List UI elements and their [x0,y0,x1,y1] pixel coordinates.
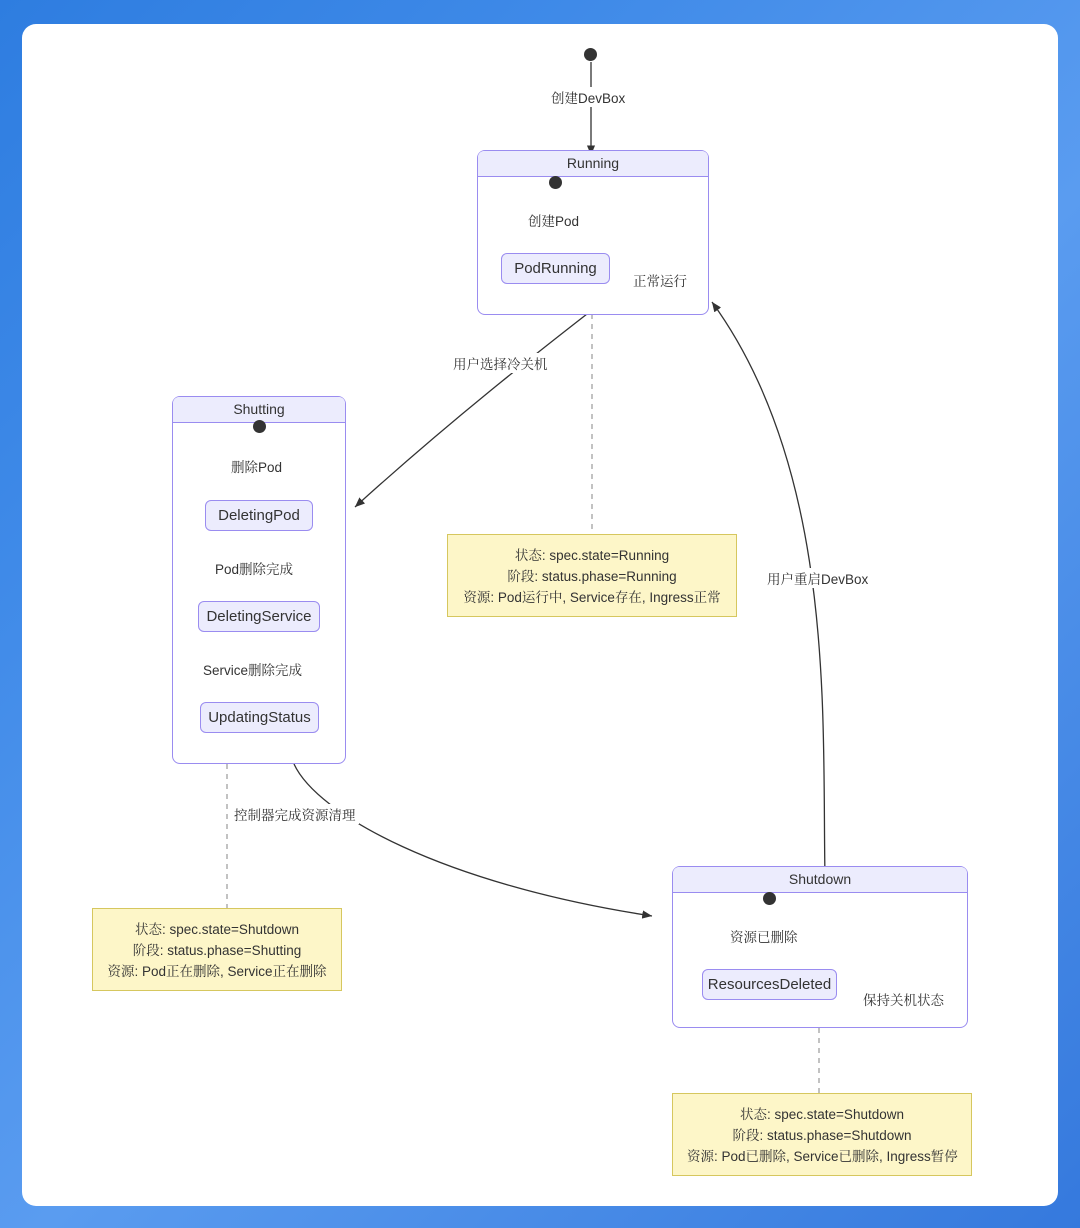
transition-label-pod-deleted: Pod删除完成 [212,558,296,578]
state-running[interactable] [477,150,709,315]
note-running-line-3: 资源: Pod运行中, Service存在, Ingress正常 [463,590,721,605]
note-shutting [92,908,342,991]
note-shutting-line-1: 状态: spec.state=Shutdown [135,922,299,937]
state-running-title: Running [478,151,708,177]
transition-label-service-deleted: Service删除完成 [200,659,305,679]
state-running-initial-dot [549,176,562,189]
substate-resources-deleted[interactable]: ResourcesDeleted [702,969,837,1000]
state-running-entry-label: 创建Pod [525,210,582,230]
state-running-self-loop-label: 正常运行 [633,274,687,289]
note-shutdown-line-1: 状态: spec.state=Shutdown [740,1107,904,1122]
state-shutting-initial-dot [253,420,266,433]
diagram-canvas [22,24,1058,1206]
note-shutting-line-2: 阶段: status.phase=Shutting [132,943,302,958]
note-shutting-line-3: 资源: Pod正在删除, Service正在删除 [107,964,327,979]
substate-deleting-service[interactable]: DeletingService [198,601,320,632]
state-shutdown-self-loop-label: 保持关机状态 [863,993,944,1008]
state-shutdown-title: Shutdown [673,867,967,893]
note-running-line-2: 阶段: status.phase=Running [507,569,677,584]
note-running-line-1: 状态: spec.state=Running [514,548,670,563]
state-shutdown-entry-label: 资源已删除 [727,926,801,946]
transition-label-create-devbox: 创建DevBox [548,87,628,107]
transition-label-restart-devbox: 用户重启DevBox [764,568,871,588]
transition-label-cold-shutdown: 用户选择冷关机 [450,353,551,373]
state-shutdown-initial-dot [763,892,776,905]
state-shutting-entry-label: 删除Pod [228,456,285,476]
substate-pod-running[interactable]: PodRunning [501,253,610,284]
note-shutdown [672,1093,972,1176]
initial-state-dot [584,48,597,61]
note-running [447,534,737,617]
substate-deleting-pod[interactable]: DeletingPod [205,500,313,531]
note-shutdown-line-3: 资源: Pod已删除, Service已删除, Ingress暂停 [687,1149,958,1164]
note-shutdown-line-2: 阶段: status.phase=Shutdown [732,1128,912,1143]
transition-label-cleanup-done: 控制器完成资源清理 [231,804,359,824]
state-shutting-title: Shutting [173,397,345,423]
substate-updating-status[interactable]: UpdatingStatus [200,702,319,733]
